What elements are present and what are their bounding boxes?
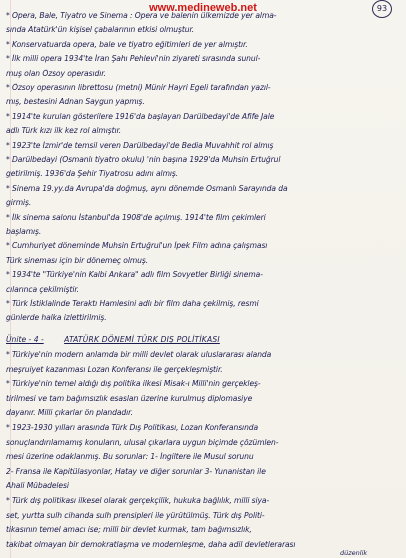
note-line: sonuçlandırılamamış konuların, ulusal çıkarlara uygun biçimde çözümlen-: [6, 437, 279, 447]
note-line: getirilmiş. 1936'da Şehir Tiyatrosu adını almış.: [6, 169, 179, 179]
note-line: * Özsoy operasının librettosu (metni) Münir Hayri Egeli tarafından yazıl-: [6, 83, 271, 92]
note-line: Ahali Mübadelesi: [6, 481, 69, 491]
note-line: set, yurtta sulh cihanda sulh prensipleri ile yürütülmüş. Türk dış Politi-: [6, 510, 265, 520]
note-line: * Darülbedayi (Osmanlı tiyatro okulu) 'nin başına 1929'da Muhsin Ertuğrul: [6, 155, 281, 164]
note-line: dayanır. Milli çıkarlar ön plandadır.: [6, 408, 133, 418]
note-line: * İlk sinema salonu İstanbul'da 1908'de açılmış. 1914'te film çekimleri: [6, 212, 266, 222]
unit-label: Ünite - 4 -: [6, 335, 44, 344]
note-line: * 1923'te İzmir'de temsil veren Darülbedayi'de Bedia Muvahhit rol almış: [6, 140, 274, 150]
note-line: * Türk dış politikası ilkesel olarak gerçekçilik, hukuka bağlılık, milli siya-: [6, 496, 270, 505]
note-line: * Türkiye'nin modern anlamda bir milli devlet olarak uluslararası alanda: [6, 350, 272, 359]
note-line: mesi üzerine odaklanmış. Bu sorunlar: 1- İngiltere ile Musul sorunu: [6, 452, 254, 462]
note-line: mış, bestesini Adnan Saygun yapmış.: [6, 97, 145, 107]
note-line: sında Atatürk'ün kişisel çabalarının etkisi olmuştur.: [6, 25, 195, 35]
note-line: * İlk milli opera 1934'te İran Şahı Pehlevi'nin ziyareti sırasında sunul-: [6, 54, 261, 64]
note-line: * 1923-1930 yılları arasında Türk Dış Politikası, Lozan Konferansında: [6, 423, 259, 432]
note-line: cılarınca çekilmiştir.: [6, 284, 79, 294]
unit-heading: [6, 335, 400, 344]
note-line: * Sinema 19.yy.da Avrupa'da doğmuş, aynı dönemde Osmanlı Sarayında da: [6, 183, 288, 193]
note-line: * Cumhuriyet döneminde Muhsin Ertuğrul'un İpek Film adına çalışması: [6, 241, 268, 251]
note-line: * 1934'te "Türkiye'nin Kalbi Ankara" adlı film Sovyetler Birliği sinema-: [6, 270, 263, 280]
note-line: tikasının temel amacı ise; milli bir devlet kurmak, tam bağımsızlık,: [6, 525, 252, 535]
note-line: tirilmesi ve tam bağımsızlık esasları üzerine kurulmuş diplomasiye: [6, 393, 253, 403]
note-line: muş olan Özsoy operasıdır.: [6, 68, 106, 78]
unit-title: ATATÜRK DÖNEMİ TÜRK DIŞ POLİTİKASI: [64, 335, 220, 344]
page-number: 93: [372, 0, 392, 18]
note-line: meşruiyet kazanması Lozan Konferansı ile gerçekleşmiştir.: [6, 364, 223, 374]
note-line: * Opera, Bale, Tiyatro ve Sinema : Opera ve balenin ülkemizde yer alma-: [6, 11, 277, 20]
note-line: * Konservatuarda opera, bale ve tiyatro eğitimleri de yer almıştır.: [6, 39, 248, 49]
note-line: * Türk İstiklalinde Teraktı Hamlesini adlı bir film daha çekilmiş, resmi: [6, 299, 259, 308]
note-line: girmiş.: [6, 198, 32, 208]
note-line: * Türkiye'nin temel aldığı dış politika ilkesi Misak-ı Milli'nin gerçekleş-: [6, 379, 261, 389]
continuation-word: düzenlik: [340, 549, 368, 557]
note-line: 2- Fransa ile Kapitülasyonlar, Hatay ve diğer sorunlar 3- Yunanistan ile: [6, 466, 266, 476]
note-line: adlı Türk kızı ilk kez rol almıştır.: [6, 126, 122, 136]
note-line: * 1914'te kurulan gösterilere 1916'da başlayan Darülbedayi'de Afife Jale: [6, 111, 275, 121]
note-line: başlamış.: [6, 227, 42, 236]
site-watermark: www.medineweb.net: [149, 2, 257, 14]
note-line: takibat olmayan bir demokratlaşma ve modernleşme, daha adil devletlerarası: [6, 539, 296, 549]
note-line: Türk sineması için bir dönemeç olmuş.: [6, 255, 149, 265]
note-line: günlerde halka izlettirilmiş.: [6, 313, 107, 323]
